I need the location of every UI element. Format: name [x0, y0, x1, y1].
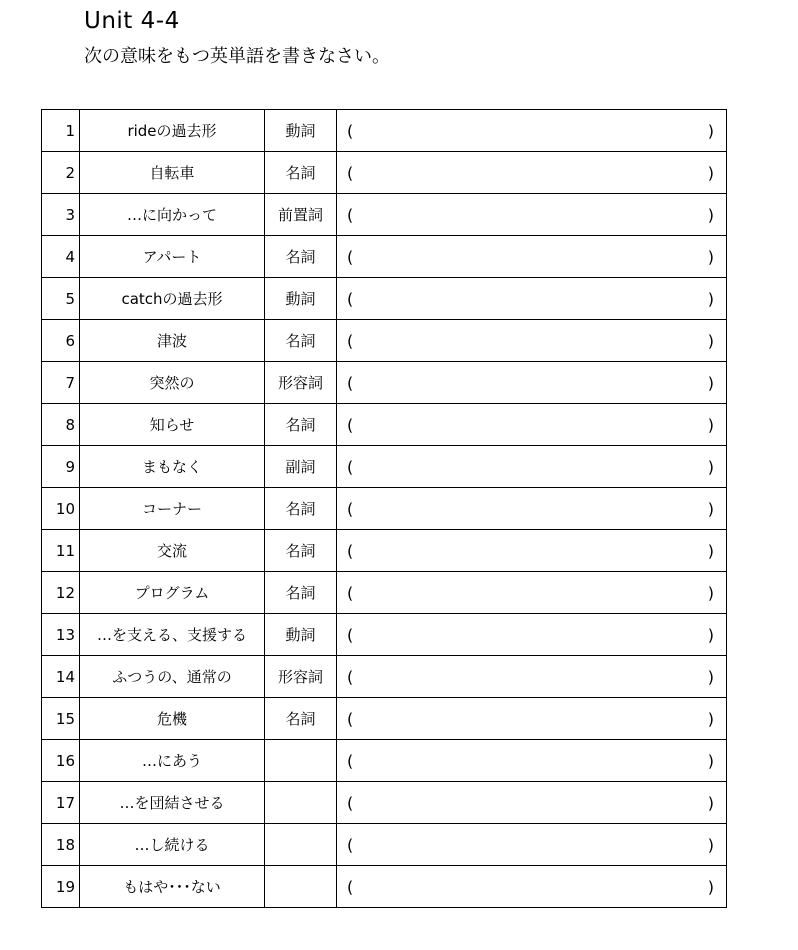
japanese-meaning: …を支える、支援する [80, 614, 265, 656]
answer-blank[interactable] [337, 446, 727, 488]
answer-blank[interactable] [337, 530, 727, 572]
japanese-meaning: 知らせ [80, 404, 265, 446]
part-of-speech: 名詞 [265, 572, 337, 614]
part-of-speech: 副詞 [265, 446, 337, 488]
part-of-speech: 名詞 [265, 404, 337, 446]
table-row [42, 740, 727, 782]
close-paren: ) [707, 499, 714, 518]
row-number: 8 [42, 404, 80, 446]
japanese-meaning: プログラム [80, 572, 265, 614]
table-row [42, 614, 727, 656]
part-of-speech: 名詞 [265, 236, 337, 278]
japanese-meaning: もはや･･･ない [80, 866, 265, 908]
open-paren: ( [347, 247, 354, 266]
row-number: 11 [42, 530, 80, 572]
part-of-speech [265, 866, 337, 908]
part-of-speech: 動詞 [265, 614, 337, 656]
open-paren: ( [347, 163, 354, 182]
japanese-meaning: 交流 [80, 530, 265, 572]
answer-blank[interactable] [337, 488, 727, 530]
row-number: 18 [42, 824, 80, 866]
part-of-speech: 名詞 [265, 488, 337, 530]
answer-blank[interactable] [337, 656, 727, 698]
part-of-speech: 名詞 [265, 530, 337, 572]
answer-blank[interactable] [337, 866, 727, 908]
answer-blank[interactable] [337, 152, 727, 194]
close-paren: ) [707, 625, 714, 644]
answer-blank[interactable] [337, 320, 727, 362]
open-paren: ( [347, 457, 354, 476]
row-number: 13 [42, 614, 80, 656]
open-paren: ( [347, 121, 354, 140]
part-of-speech: 動詞 [265, 110, 337, 152]
close-paren: ) [707, 667, 714, 686]
open-paren: ( [347, 499, 354, 518]
vocab-table [41, 109, 727, 908]
row-number: 16 [42, 740, 80, 782]
open-paren: ( [347, 709, 354, 728]
open-paren: ( [347, 541, 354, 560]
close-paren: ) [707, 331, 714, 350]
table-row [42, 866, 727, 908]
row-number: 6 [42, 320, 80, 362]
japanese-meaning: …にあう [80, 740, 265, 782]
close-paren: ) [707, 835, 714, 854]
open-paren: ( [347, 793, 354, 812]
page-title: Unit 4-4 [84, 8, 180, 34]
table-row [42, 656, 727, 698]
close-paren: ) [707, 709, 714, 728]
japanese-meaning: …を団結させる [80, 782, 265, 824]
close-paren: ) [707, 247, 714, 266]
close-paren: ) [707, 373, 714, 392]
row-number: 2 [42, 152, 80, 194]
japanese-meaning: アパート [80, 236, 265, 278]
answer-blank[interactable] [337, 698, 727, 740]
table-row [42, 488, 727, 530]
part-of-speech: 名詞 [265, 320, 337, 362]
japanese-meaning: コーナー [80, 488, 265, 530]
close-paren: ) [707, 205, 714, 224]
answer-blank[interactable] [337, 824, 727, 866]
answer-blank[interactable] [337, 782, 727, 824]
close-paren: ) [707, 457, 714, 476]
table-row [42, 530, 727, 572]
close-paren: ) [707, 583, 714, 602]
row-number: 1 [42, 110, 80, 152]
close-paren: ) [707, 289, 714, 308]
table-row [42, 572, 727, 614]
close-paren: ) [707, 121, 714, 140]
open-paren: ( [347, 877, 354, 896]
instruction-text: 次の意味をもつ英単語を書きなさい。 [84, 46, 390, 67]
close-paren: ) [707, 751, 714, 770]
table-row [42, 446, 727, 488]
answer-blank[interactable] [337, 362, 727, 404]
open-paren: ( [347, 373, 354, 392]
part-of-speech: 前置詞 [265, 194, 337, 236]
row-number: 7 [42, 362, 80, 404]
answer-blank[interactable] [337, 614, 727, 656]
table-row [42, 698, 727, 740]
part-of-speech: 形容詞 [265, 362, 337, 404]
open-paren: ( [347, 751, 354, 770]
vocab-table-body [42, 110, 727, 908]
close-paren: ) [707, 541, 714, 560]
table-row [42, 278, 727, 320]
open-paren: ( [347, 331, 354, 350]
row-number: 3 [42, 194, 80, 236]
open-paren: ( [347, 289, 354, 308]
part-of-speech [265, 782, 337, 824]
answer-blank[interactable] [337, 572, 727, 614]
part-of-speech: 形容詞 [265, 656, 337, 698]
row-number: 4 [42, 236, 80, 278]
close-paren: ) [707, 877, 714, 896]
open-paren: ( [347, 205, 354, 224]
open-paren: ( [347, 625, 354, 644]
answer-blank[interactable] [337, 236, 727, 278]
answer-blank[interactable] [337, 278, 727, 320]
japanese-meaning: 津波 [80, 320, 265, 362]
open-paren: ( [347, 667, 354, 686]
table-row [42, 824, 727, 866]
table-row [42, 194, 727, 236]
japanese-meaning: まもなく [80, 446, 265, 488]
part-of-speech [265, 824, 337, 866]
close-paren: ) [707, 163, 714, 182]
close-paren: ) [707, 415, 714, 434]
row-number: 17 [42, 782, 80, 824]
japanese-meaning: 危機 [80, 698, 265, 740]
row-number: 14 [42, 656, 80, 698]
row-number: 5 [42, 278, 80, 320]
part-of-speech: 動詞 [265, 278, 337, 320]
close-paren: ) [707, 793, 714, 812]
table-row [42, 152, 727, 194]
answer-blank[interactable] [337, 404, 727, 446]
japanese-meaning: catchの過去形 [80, 278, 265, 320]
open-paren: ( [347, 583, 354, 602]
japanese-meaning: 自転車 [80, 152, 265, 194]
row-number: 9 [42, 446, 80, 488]
japanese-meaning: ふつうの、通常の [80, 656, 265, 698]
open-paren: ( [347, 835, 354, 854]
part-of-speech [265, 740, 337, 782]
part-of-speech: 名詞 [265, 698, 337, 740]
japanese-meaning: rideの過去形 [80, 110, 265, 152]
japanese-meaning: …に向かって [80, 194, 265, 236]
table-row [42, 404, 727, 446]
answer-blank[interactable] [337, 194, 727, 236]
row-number: 12 [42, 572, 80, 614]
part-of-speech: 名詞 [265, 152, 337, 194]
table-row [42, 236, 727, 278]
row-number: 15 [42, 698, 80, 740]
japanese-meaning: …し続ける [80, 824, 265, 866]
table-row [42, 320, 727, 362]
open-paren: ( [347, 415, 354, 434]
row-number: 19 [42, 866, 80, 908]
table-row [42, 362, 727, 404]
table-row [42, 110, 727, 152]
answer-blank[interactable] [337, 740, 727, 782]
answer-blank[interactable] [337, 110, 727, 152]
row-number: 10 [42, 488, 80, 530]
table-row [42, 782, 727, 824]
japanese-meaning: 突然の [80, 362, 265, 404]
